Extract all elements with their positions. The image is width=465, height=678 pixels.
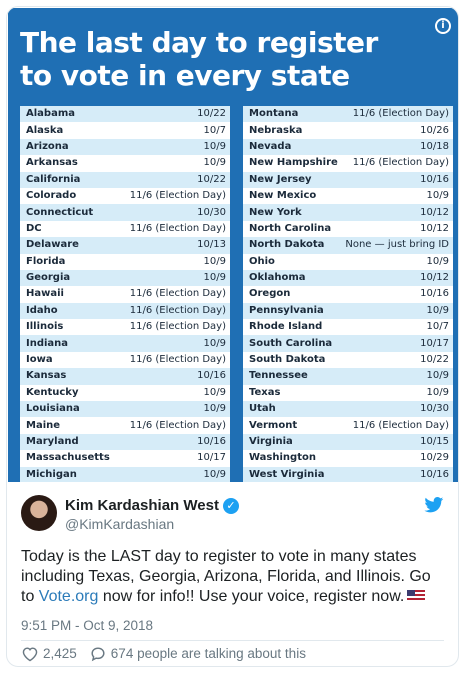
registration-deadline: 10/15 bbox=[420, 436, 449, 447]
state-row bbox=[20, 254, 230, 270]
state-row bbox=[20, 204, 230, 220]
state-name: Hawaii bbox=[26, 288, 64, 300]
state-row bbox=[243, 155, 453, 171]
state-name: Iowa bbox=[26, 354, 53, 366]
state-row bbox=[20, 237, 230, 253]
state-name: Kansas bbox=[26, 370, 67, 382]
divider bbox=[21, 640, 444, 641]
state-name: Maryland bbox=[26, 436, 79, 447]
verified-icon: ✓ bbox=[223, 498, 239, 514]
state-row bbox=[243, 450, 453, 466]
state-row bbox=[20, 122, 230, 138]
info-icon[interactable]: i bbox=[435, 18, 451, 34]
state-row bbox=[20, 106, 230, 122]
registration-deadline: 10/9 bbox=[426, 386, 449, 398]
twitter-bird-icon[interactable] bbox=[424, 497, 444, 513]
state-row bbox=[243, 434, 453, 450]
talking-count[interactable]: 674 people are talking about this bbox=[110, 646, 306, 661]
registration-deadline: 11/6 (Election Day) bbox=[129, 190, 226, 202]
author-row[interactable] bbox=[65, 497, 239, 515]
state-row bbox=[243, 237, 453, 253]
state-name: North Dakota bbox=[249, 239, 325, 251]
state-name: Texas bbox=[249, 386, 281, 398]
state-name: Montana bbox=[249, 108, 299, 120]
registration-deadline: 10/17 bbox=[197, 452, 226, 464]
state-name: Connecticut bbox=[26, 206, 94, 218]
state-row bbox=[20, 434, 230, 450]
state-row bbox=[243, 139, 453, 155]
state-row bbox=[20, 286, 230, 302]
state-name: Georgia bbox=[26, 272, 71, 284]
state-name: New Mexico bbox=[249, 190, 317, 202]
state-row bbox=[243, 401, 453, 417]
state-name: Colorado bbox=[26, 190, 77, 202]
registration-deadline: 10/22 bbox=[197, 108, 226, 120]
state-row bbox=[20, 319, 230, 335]
state-name: Indiana bbox=[26, 337, 69, 349]
registration-deadline: 10/22 bbox=[420, 354, 449, 366]
state-row bbox=[243, 106, 453, 122]
state-row bbox=[243, 335, 453, 351]
state-row bbox=[243, 319, 453, 335]
state-name: Illinois bbox=[26, 321, 64, 333]
state-name: North Carolina bbox=[249, 222, 332, 234]
registration-deadline: 11/6 (Election Day) bbox=[129, 419, 226, 431]
state-row bbox=[243, 417, 453, 433]
state-name: Virginia bbox=[249, 436, 293, 447]
registration-deadline: 10/7 bbox=[203, 124, 226, 136]
registration-deadline: 10/9 bbox=[203, 157, 226, 169]
registration-deadline: 10/16 bbox=[197, 370, 226, 382]
state-name: Tennessee bbox=[249, 370, 308, 382]
tweet-text-part1: Today is the LAST day to register to vote in many states including Texas, Georgia, Arizona, Florida, and Illinois. Go to bbox=[21, 548, 431, 605]
state-name: New Jersey bbox=[249, 173, 312, 185]
state-name: Nevada bbox=[249, 140, 292, 152]
state-name: Michigan bbox=[26, 468, 77, 480]
heart-icon[interactable] bbox=[21, 646, 39, 662]
registration-deadline: 10/16 bbox=[420, 468, 449, 480]
registration-deadline: 10/12 bbox=[420, 272, 449, 284]
registration-deadline: 10/29 bbox=[420, 452, 449, 464]
tweet-actions bbox=[21, 645, 306, 662]
comment-icon[interactable] bbox=[89, 646, 107, 662]
tweet-body bbox=[7, 483, 458, 667]
state-row bbox=[243, 467, 453, 482]
state-row bbox=[243, 352, 453, 368]
handle[interactable]: @KimKardashian bbox=[65, 516, 175, 532]
state-row bbox=[20, 417, 230, 433]
timestamp[interactable]: 9:51 PM - Oct 9, 2018 bbox=[21, 618, 154, 633]
state-row bbox=[20, 335, 230, 351]
registration-deadline: 10/22 bbox=[197, 173, 226, 185]
state-name: New York bbox=[249, 206, 302, 218]
state-name: South Dakota bbox=[249, 354, 326, 366]
state-name: Oregon bbox=[249, 288, 291, 300]
state-row bbox=[20, 172, 230, 188]
registration-deadline: 10/16 bbox=[197, 436, 226, 447]
registration-deadline: 10/9 bbox=[426, 190, 449, 202]
registration-deadline: 11/6 (Election Day) bbox=[352, 157, 449, 169]
registration-deadline: 10/16 bbox=[420, 173, 449, 185]
registration-deadline: 10/17 bbox=[420, 337, 449, 349]
state-name: Oklahoma bbox=[249, 272, 306, 284]
registration-deadline: 11/6 (Election Day) bbox=[129, 321, 226, 333]
state-name: Alaska bbox=[26, 124, 64, 136]
state-name: New Hampshire bbox=[249, 157, 338, 169]
registration-deadline: 11/6 (Election Day) bbox=[129, 288, 226, 300]
state-name: Pennsylvania bbox=[249, 304, 324, 316]
state-name: Ohio bbox=[249, 255, 275, 267]
state-name: Massachusetts bbox=[26, 452, 110, 464]
state-row bbox=[20, 303, 230, 319]
registration-deadline: 10/9 bbox=[426, 304, 449, 316]
state-row bbox=[20, 139, 230, 155]
registration-deadline: 10/13 bbox=[197, 239, 226, 251]
state-row bbox=[243, 122, 453, 138]
state-row bbox=[20, 188, 230, 204]
state-row bbox=[20, 352, 230, 368]
state-name: Florida bbox=[26, 255, 66, 267]
state-list-left bbox=[20, 106, 230, 482]
us-flag-icon bbox=[407, 590, 425, 602]
state-row bbox=[243, 303, 453, 319]
state-name: Washington bbox=[249, 452, 316, 464]
state-row bbox=[20, 385, 230, 401]
registration-deadline: 10/9 bbox=[203, 337, 226, 349]
registration-deadline: 10/18 bbox=[420, 140, 449, 152]
state-name: Arkansas bbox=[26, 157, 78, 169]
state-row bbox=[20, 221, 230, 237]
state-row bbox=[243, 385, 453, 401]
state-row bbox=[243, 172, 453, 188]
state-name: Vermont bbox=[249, 419, 298, 431]
state-name: DC bbox=[26, 222, 42, 234]
state-name: West Virginia bbox=[249, 468, 325, 480]
title-line-2: to vote in every state bbox=[20, 59, 350, 92]
registration-deadline: 10/12 bbox=[420, 206, 449, 218]
tweet-image[interactable] bbox=[8, 8, 459, 482]
registration-deadline: None — just bring ID bbox=[345, 239, 449, 251]
registration-deadline: 11/6 (Election Day) bbox=[129, 354, 226, 366]
state-row bbox=[20, 270, 230, 286]
tweet-text-part2: now for info!! Use your voice, register now. bbox=[98, 588, 405, 605]
tweet-card bbox=[6, 6, 459, 667]
avatar[interactable] bbox=[21, 495, 57, 531]
state-name: Alabama bbox=[26, 108, 75, 120]
state-name: Louisiana bbox=[26, 403, 80, 415]
state-row bbox=[243, 221, 453, 237]
registration-deadline: 11/6 (Election Day) bbox=[129, 304, 226, 316]
registration-deadline: 10/9 bbox=[203, 255, 226, 267]
like-count[interactable]: 2,425 bbox=[43, 646, 77, 661]
state-row bbox=[20, 450, 230, 466]
display-name[interactable]: Kim Kardashian West bbox=[65, 497, 219, 514]
registration-deadline: 10/9 bbox=[203, 403, 226, 415]
state-name: Maine bbox=[26, 419, 61, 431]
state-row bbox=[243, 204, 453, 220]
registration-deadline: 11/6 (Election Day) bbox=[129, 222, 226, 234]
registration-deadline: 10/9 bbox=[203, 272, 226, 284]
state-row bbox=[243, 368, 453, 384]
state-name: California bbox=[26, 173, 81, 185]
state-row bbox=[20, 155, 230, 171]
vote-org-link[interactable]: Vote.org bbox=[38, 588, 99, 605]
registration-deadline: 10/30 bbox=[197, 206, 226, 218]
registration-deadline: 10/9 bbox=[203, 386, 226, 398]
registration-deadline: 11/6 (Election Day) bbox=[352, 108, 449, 120]
registration-deadline: 10/26 bbox=[420, 124, 449, 136]
registration-deadline: 10/9 bbox=[426, 370, 449, 382]
state-row bbox=[243, 270, 453, 286]
state-row bbox=[20, 368, 230, 384]
infographic-title bbox=[20, 26, 400, 92]
registration-deadline: 10/9 bbox=[203, 468, 226, 480]
title-line-1: The last day to register bbox=[20, 26, 378, 59]
registration-deadline: 10/12 bbox=[420, 222, 449, 234]
state-name: South Carolina bbox=[249, 337, 333, 349]
state-row bbox=[20, 401, 230, 417]
state-name: Delaware bbox=[26, 239, 79, 251]
state-name: Utah bbox=[249, 403, 276, 415]
state-list-right bbox=[243, 106, 453, 482]
state-name: Arizona bbox=[26, 140, 69, 152]
state-row bbox=[20, 467, 230, 482]
state-name: Kentucky bbox=[26, 386, 79, 398]
registration-deadline: 10/7 bbox=[426, 321, 449, 333]
state-name: Idaho bbox=[26, 304, 58, 316]
registration-deadline: 10/16 bbox=[420, 288, 449, 300]
state-name: Rhode Island bbox=[249, 321, 323, 333]
state-row bbox=[243, 188, 453, 204]
registration-deadline: 10/9 bbox=[426, 255, 449, 267]
state-row bbox=[243, 254, 453, 270]
state-name: Nebraska bbox=[249, 124, 303, 136]
tweet-text bbox=[21, 547, 446, 607]
registration-deadline: 10/9 bbox=[203, 140, 226, 152]
state-row bbox=[243, 286, 453, 302]
registration-deadline: 11/6 (Election Day) bbox=[352, 419, 449, 431]
registration-deadline: 10/30 bbox=[420, 403, 449, 415]
